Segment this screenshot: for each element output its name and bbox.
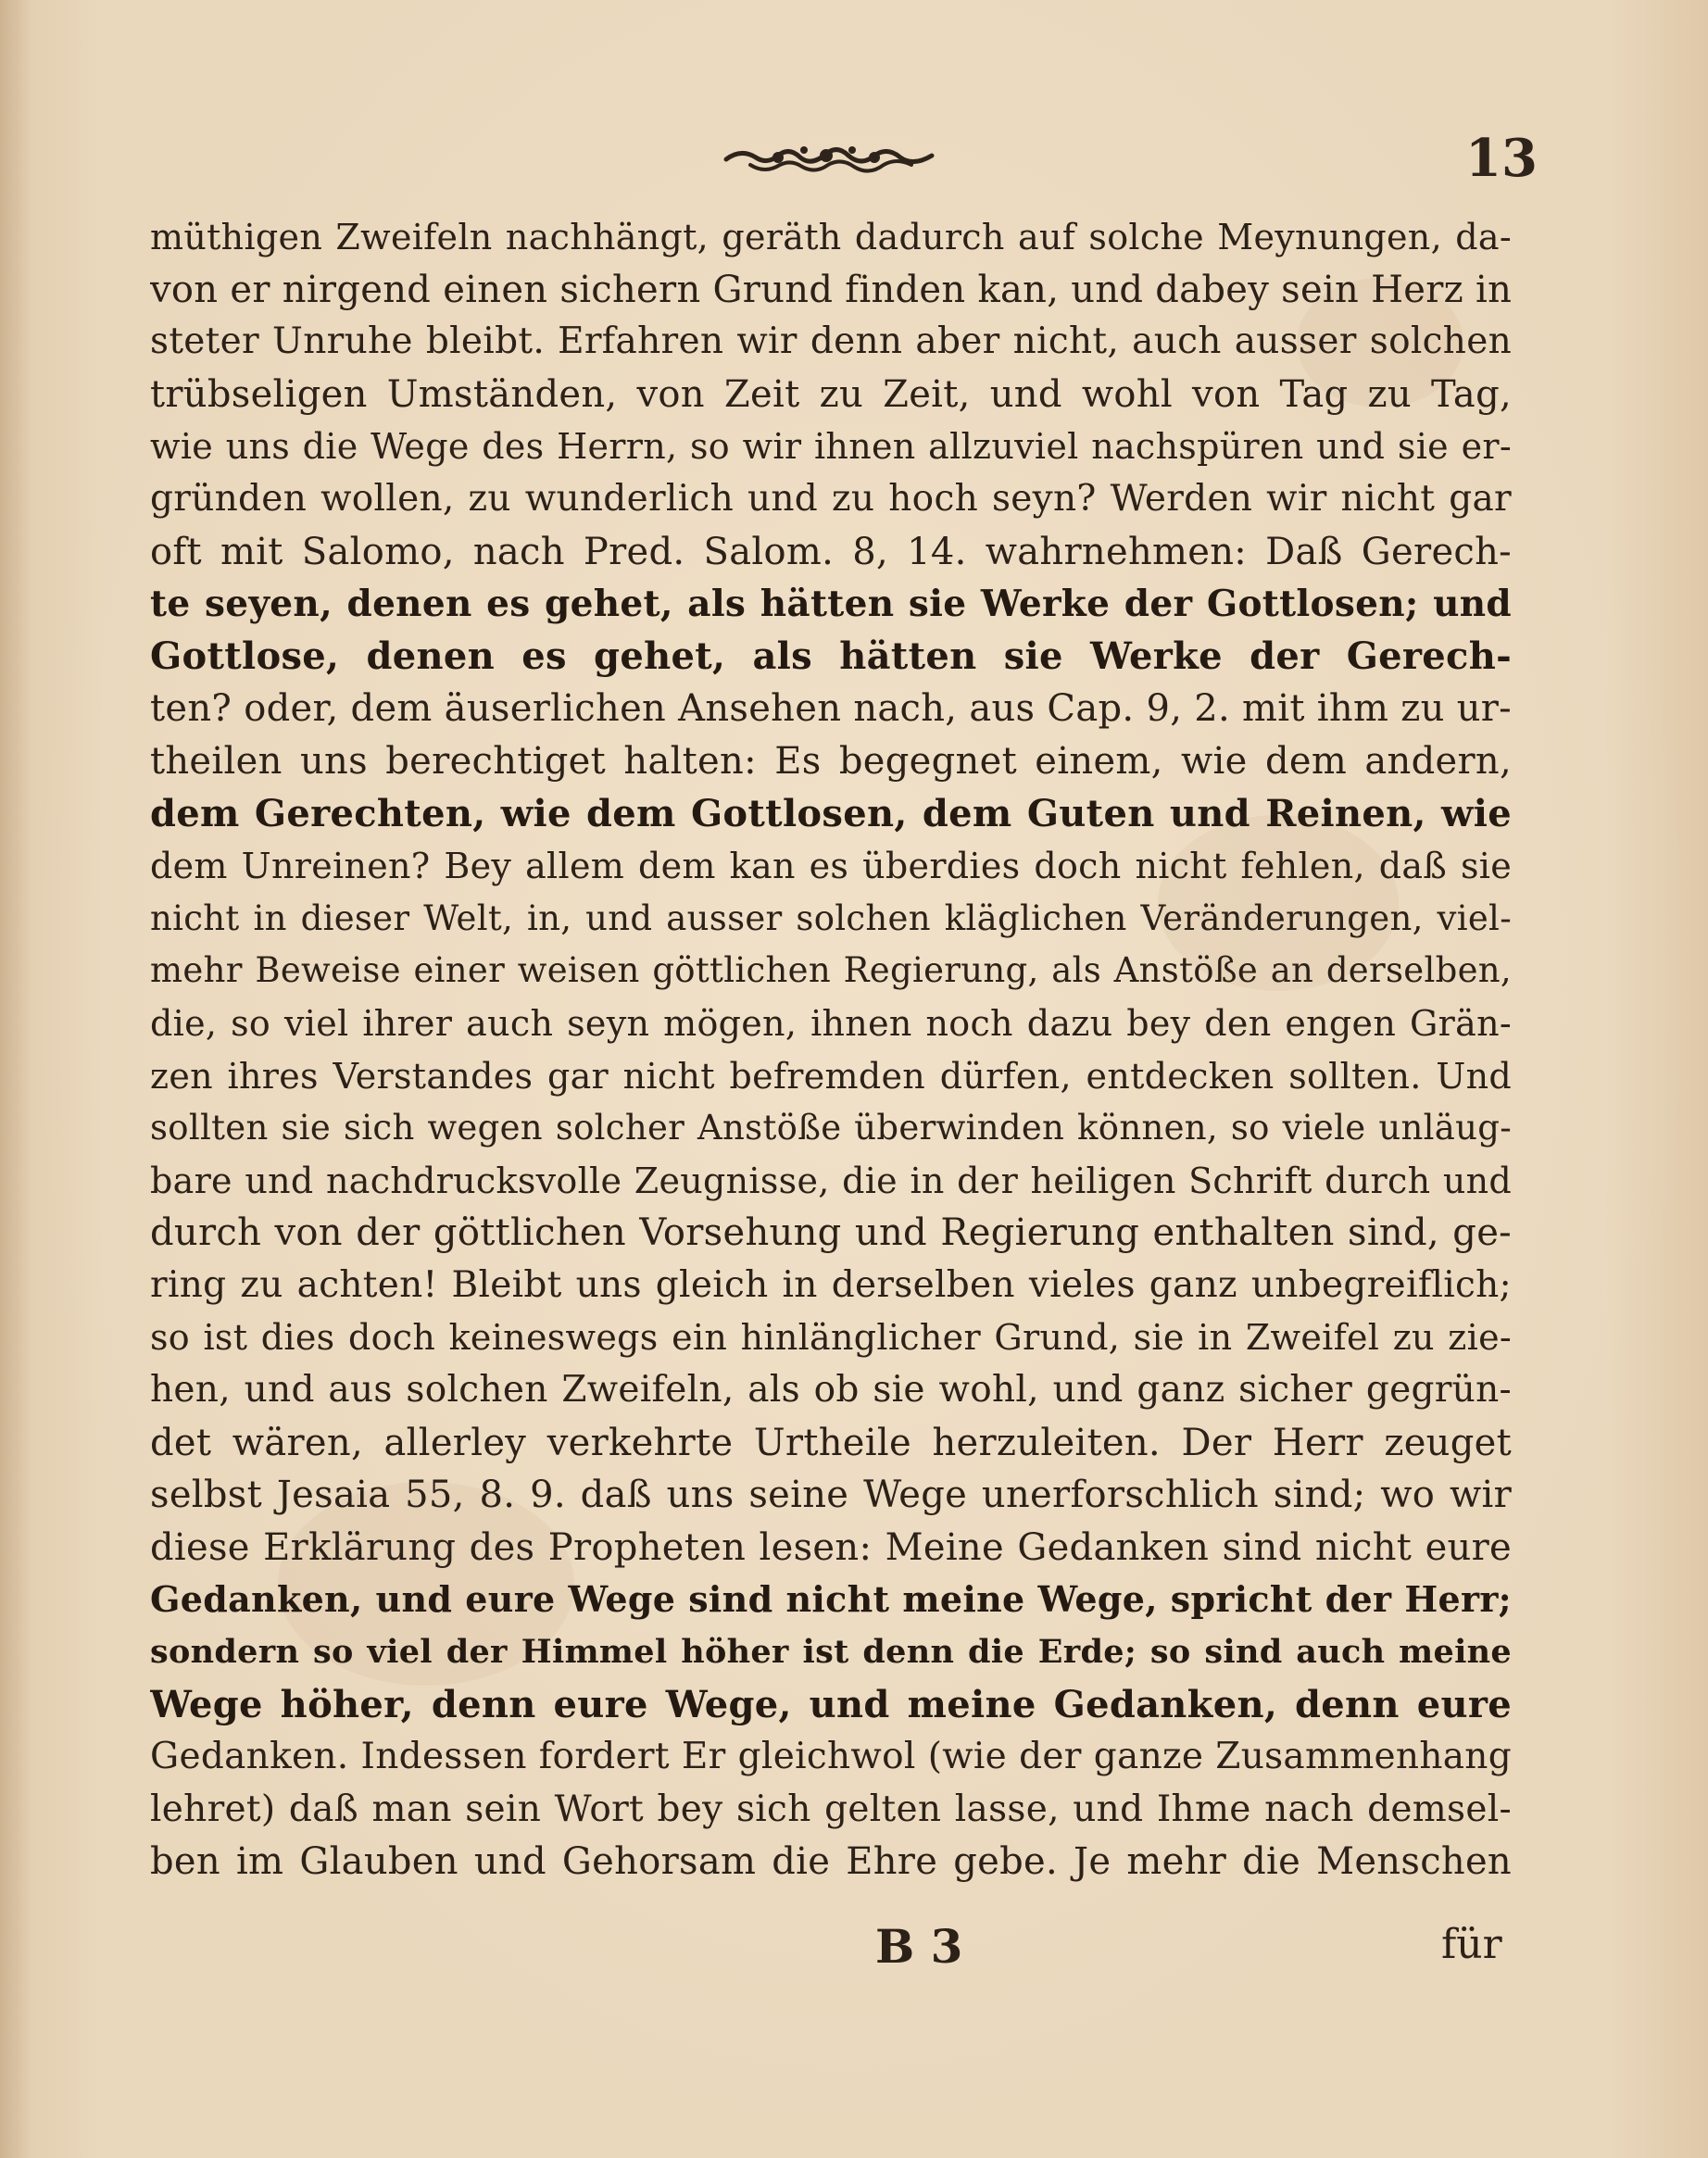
text-line: det wären, allerley verkehrte Urtheile herzuleiten. Der Herr zeuget — [150, 1421, 1512, 1464]
text-line: so ist dies doch keineswegs ein hinlänglicher Grund, sie in Zweifel zu zie- — [150, 1317, 1512, 1359]
text-line: steter Unruhe bleibt. Erfahren wir denn aber nicht, auch ausser solchen — [150, 320, 1512, 363]
text-line: diese Erklärung des Propheten lesen: Meine Gedanken sind nicht eure — [150, 1525, 1512, 1569]
signature-mark: B 3 — [875, 1919, 963, 1974]
text-line: lehret) daß man sein Wort bey sich gelten lasse, und Ihme nach demsel- — [150, 1788, 1512, 1830]
text-line: von er nirgend einen sichern Grund finden kan, und dabey sein Herz in — [150, 268, 1512, 311]
text-line: selbst Jesaia 55, 8. 9. daß uns seine Wege unerforschlich sind; wo wir — [150, 1474, 1512, 1517]
text-line: die, so viel ihrer auch seyn mögen, ihnen noch dazu bey den engen Grän- — [150, 1002, 1512, 1044]
text-line: ben im Glauben und Gehorsam die Ehre gebe. Je mehr die Menschen — [150, 1840, 1512, 1884]
text-line: sondern so viel der Himmel höher ist denn die Erde; so sind auch meine — [150, 1633, 1512, 1672]
page-edge-shadow — [0, 0, 31, 2158]
text-line: müthigen Zweifeln nachhängt, geräth dadurch auf solche Meynungen, da- — [150, 217, 1512, 257]
text-line: Wege höher, denn eure Wege, und meine Gedanken, denn eure — [150, 1682, 1512, 1726]
page-number: 13 — [1465, 128, 1538, 189]
text-line: te seyen, denen es gehet, als hätten sie Werke der Gottlosen; und — [150, 583, 1512, 626]
text-line: theilen uns berechtiget halten: Es begegnet einem, wie dem andern, — [150, 739, 1512, 783]
text-line: dem Gerechten, wie dem Gottlosen, dem Guten und Reinen, wie — [150, 791, 1512, 835]
text-line: Gottlose, denen es gehet, als hätten sie Werke der Gerech- — [150, 634, 1512, 678]
body-text — [150, 211, 1512, 1888]
text-line: oft mit Salomo, nach Pred. Salom. 8, 14. wahrnehmen: Daß Gerech- — [150, 530, 1512, 573]
text-line: wie uns die Wege des Herrn, so wir ihnen allzuviel nachspüren und sie er- — [150, 426, 1512, 468]
text-line: bare und nachdrucksvolle Zeugnisse, die in der heiligen Schrift durch und — [150, 1160, 1512, 1201]
text-line: sollten sie sich wegen solcher Anstöße überwinden können, so viele unläug- — [150, 1108, 1512, 1148]
header-ornament — [722, 137, 936, 180]
text-line: Gedanken, und eure Wege sind nicht meine Wege, spricht der Herr; — [150, 1578, 1512, 1621]
text-line: dem Unreinen? Bey allem dem kan es überdies doch nicht fehlen, daß sie — [150, 846, 1512, 887]
text-line: durch von der göttlichen Vorsehung und Regierung enthalten sind, ge- — [150, 1211, 1512, 1255]
text-line: hen, und aus solchen Zweifeln, als ob sie wohl, und ganz sicher gegrün- — [150, 1369, 1512, 1411]
text-line: trübseligen Umständen, von Zeit zu Zeit, und wohl von Tag zu Tag, — [150, 372, 1512, 416]
text-line: Gedanken. Indessen fordert Er gleichwol (wie der ganze Zusammenhang — [150, 1736, 1512, 1778]
text-line: gründen wollen, zu wunderlich und zu hoch seyn? Werden wir nicht gar — [150, 477, 1512, 520]
text-line: nicht in dieser Welt, in, und ausser solchen kläglichen Veränderungen, viel- — [150, 897, 1512, 938]
text-line: ten? oder, dem äuserlichen Ansehen nach, aus Cap. 9, 2. mit ihm zu ur- — [150, 687, 1512, 731]
catchword: für — [1441, 1921, 1502, 1968]
text-line: ring zu achten! Bleibt uns gleich in derselben vieles ganz unbegreiflich; — [150, 1263, 1512, 1306]
text-line: zen ihres Verstandes gar nicht befremden dürfen, entdecken sollten. Und — [150, 1055, 1512, 1097]
text-line: mehr Beweise einer weisen göttlichen Regierung, als Anstöße an derselben, — [150, 950, 1512, 991]
